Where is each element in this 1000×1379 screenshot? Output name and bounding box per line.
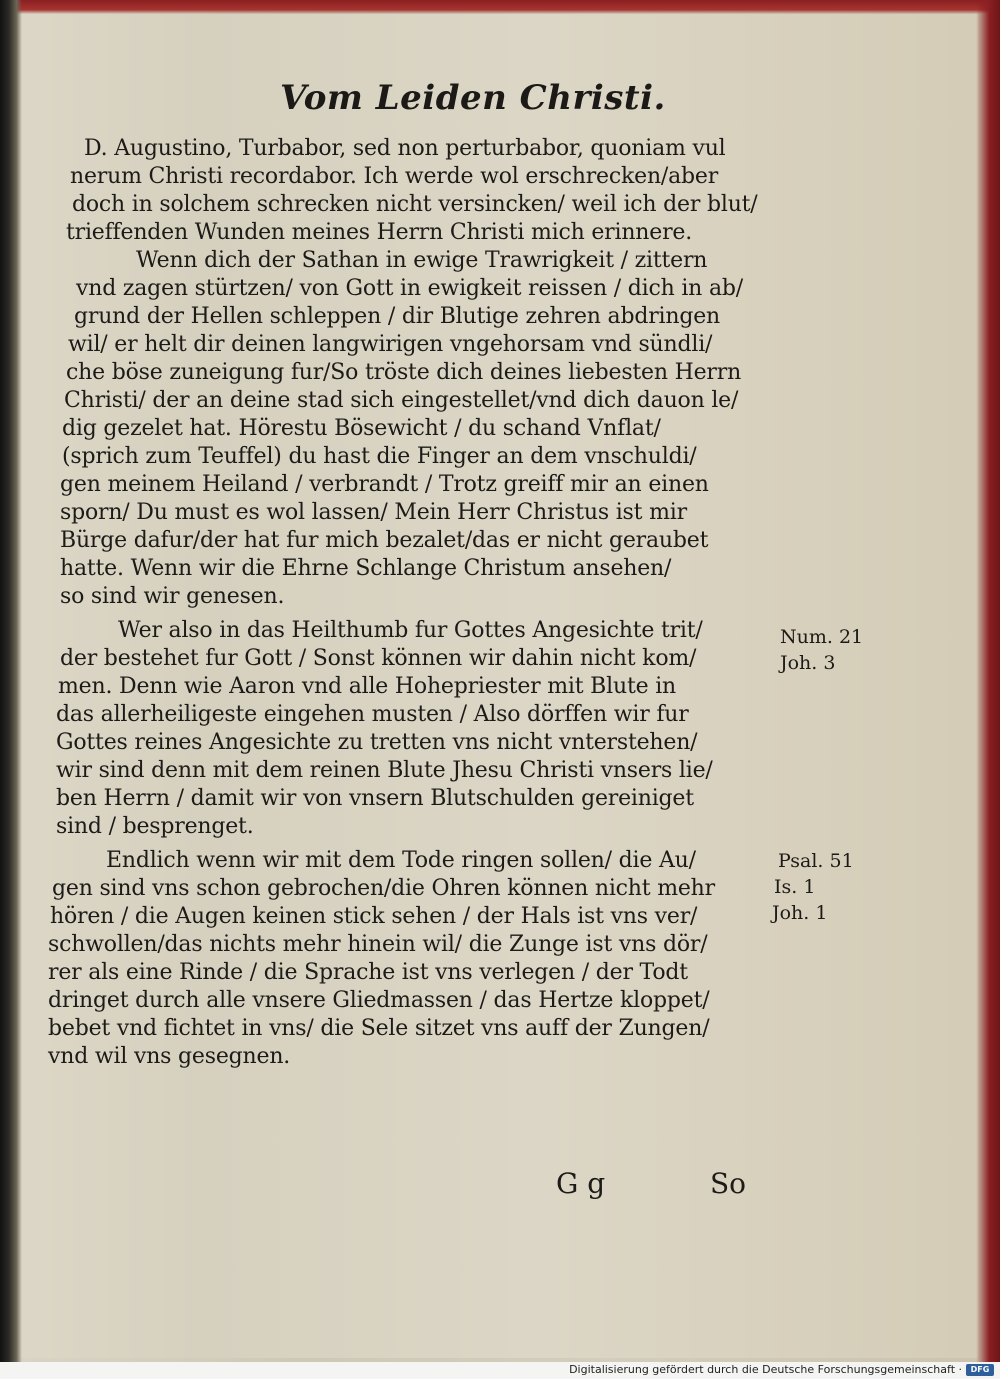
text-line: trieffenden Wunden meines Herrn Christi mich erinnere.: [66, 220, 693, 245]
text-line: doch in solchem schrecken nicht versincken/ weil ich der blut/: [72, 192, 758, 217]
text-line: Wenn dich der Sathan in ewige Trawrigkeit / zittern: [136, 248, 708, 273]
text-line: gen sind vns schon gebrochen/die Ohren können nicht mehr: [52, 876, 715, 901]
text-line: schwollen/das nichts mehr hinein wil/ die Zunge ist vns dör/: [48, 932, 708, 957]
text-line: vnd wil vns gesegnen.: [48, 1044, 291, 1069]
text-line: D. Augustino, Turbabor, sed non perturbabor, quoniam vul: [84, 136, 726, 161]
text-line: sind / besprenget.: [56, 814, 254, 839]
text-line: rer als eine Rinde / die Sprache ist vns verlegen / der Todt: [48, 960, 688, 985]
text-line: Wer also in das Heilthumb fur Gottes Angesichte trit/: [118, 618, 703, 643]
margin-note: Num. 21: [780, 626, 864, 648]
text-line: grund der Hellen schleppen / dir Blutige zehren abdringen: [74, 304, 721, 329]
text-line: hören / die Augen keinen stick sehen / der Hals ist vns ver/: [50, 904, 698, 929]
text-line: sporn/ Du must es wol lassen/ Mein Herr Christus ist mir: [60, 500, 687, 525]
text-line: das allerheiligeste eingehen musten / Also dörffen wir fur: [56, 702, 689, 727]
text-line: dringet durch alle vnsere Gliedmassen / das Hertze kloppet/: [48, 988, 710, 1013]
text-line: vnd zagen stürtzen/ von Gott in ewigkeit reissen / dich in ab/: [76, 276, 743, 301]
text-line: Christi/ der an deine stad sich eingestellet/vnd dich dauon le/: [64, 388, 739, 413]
text-line: so sind wir genesen.: [60, 584, 285, 609]
book-spine: [0, 0, 22, 1362]
margin-note: Psal. 51: [778, 850, 854, 872]
funding-credit: Digitalisierung gefördert durch die Deutsche Forschungsgemeinschaft ·: [569, 1363, 962, 1376]
text-line: che böse zuneigung fur/So tröste dich deines liebesten Herrn: [66, 360, 742, 385]
running-head: Vom Leiden Christi.: [280, 78, 666, 118]
text-line: gen meinem Heiland / verbrandt / Trotz greiff mir an einen: [60, 472, 709, 497]
catchword: So: [710, 1167, 747, 1200]
text-line: men. Denn wie Aaron vnd alle Hohepriester mit Blute in: [58, 674, 677, 699]
footer-bar: [0, 1362, 1000, 1379]
text-line: bebet vnd fichtet in vns/ die Sele sitzet vns auff der Zungen/: [48, 1016, 710, 1041]
book-top-edge: [0, 0, 1000, 14]
text-line: nerum Christi recordabor. Ich werde wol erschrecken/aber: [70, 164, 719, 189]
margin-note: Is. 1: [774, 876, 816, 898]
text-line: der bestehet fur Gott / Sonst können wir dahin nicht kom/: [60, 646, 697, 671]
text-line: Endlich wenn wir mit dem Tode ringen sollen/ die Au/: [106, 848, 696, 873]
text-line: dig gezelet hat. Hörestu Bösewicht / du schand Vnflat/: [62, 416, 661, 441]
text-line: wir sind denn mit dem reinen Blute Jhesu Christi vnsers lie/: [56, 758, 713, 783]
book-cover-edge: [976, 0, 1000, 1362]
text-line: wil/ er helt dir deinen langwirigen vngehorsam vnd sündli/: [68, 332, 713, 357]
signature-mark: G g: [556, 1167, 606, 1200]
text-line: Bürge dafur/der hat fur mich bezalet/das er nicht geraubet: [60, 528, 709, 553]
margin-note: Joh. 3: [780, 652, 836, 674]
margin-note: Joh. 1: [772, 902, 828, 924]
text-line: hatte. Wenn wir die Ehrne Schlange Christum ansehen/: [60, 556, 672, 581]
text-line: Gottes reines Angesichte zu tretten vns nicht vnterstehen/: [56, 730, 698, 755]
text-line: (sprich zum Teuffel) du hast die Finger an dem vnschuldi/: [62, 444, 697, 469]
text-line: ben Herrn / damit wir von vnsern Blutschulden gereiniget: [56, 786, 694, 811]
dfg-logo-icon: DFG: [966, 1364, 994, 1376]
